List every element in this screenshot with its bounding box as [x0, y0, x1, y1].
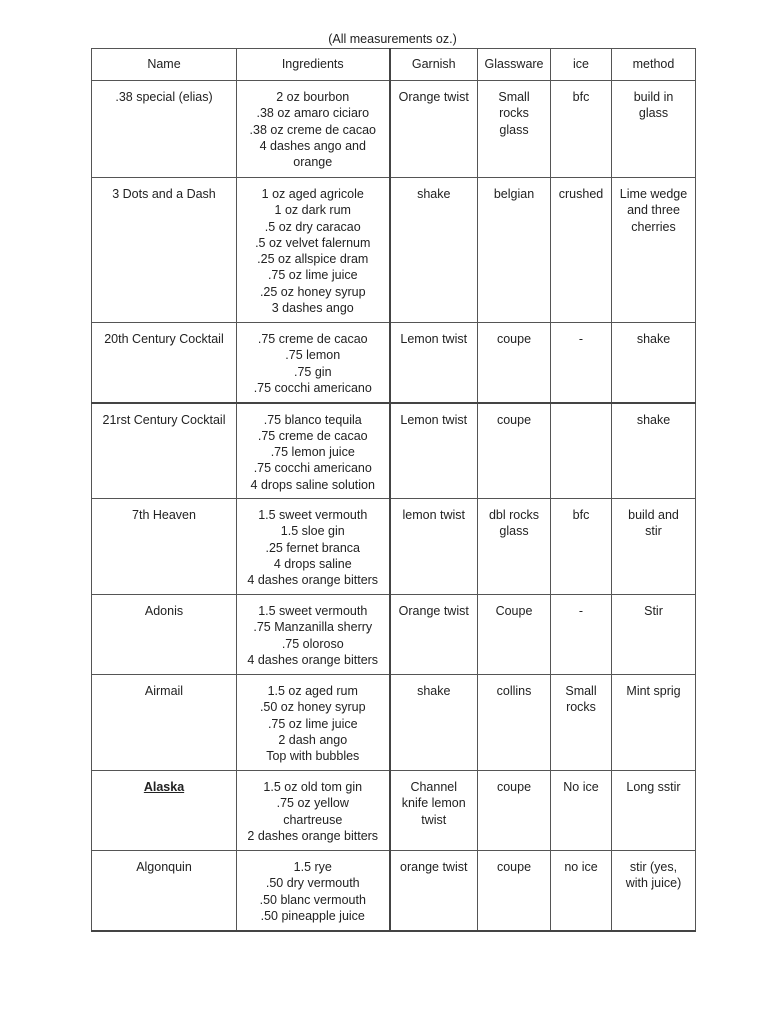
glassware-line: coupe — [496, 332, 532, 346]
ice-cell — [551, 675, 612, 771]
ingredients-cell — [237, 675, 390, 771]
cocktail-name: Adonis — [144, 604, 184, 618]
name-cell — [92, 675, 237, 771]
ice-cell — [551, 323, 612, 403]
name-cell — [92, 499, 237, 595]
method-line: cherries — [631, 219, 676, 234]
ingredient-line: .75 lemon — [285, 348, 341, 363]
glassware-cell — [478, 595, 551, 675]
method-line: Stir — [644, 604, 663, 618]
name-cell — [92, 323, 237, 403]
column-header-ingredients: Ingredients — [237, 49, 390, 81]
ingredient-line: .50 oz honey syrup — [259, 700, 366, 715]
table-row — [92, 499, 696, 595]
glassware-cell — [478, 771, 551, 851]
ice-cell — [551, 851, 612, 931]
ingredient-line: 1.5 oz aged rum — [267, 684, 358, 698]
method-cell — [612, 323, 696, 403]
method-cell — [612, 675, 696, 771]
name-cell — [92, 851, 237, 931]
method-line: shake — [636, 332, 671, 346]
method-line: Mint sprig — [626, 684, 681, 698]
garnish-cell — [390, 178, 478, 323]
garnish-line: lemon twist — [402, 508, 466, 522]
ingredient-line: 4 drops saline — [273, 556, 352, 571]
glassware-line: rocks — [499, 106, 529, 121]
ingredients-cell — [237, 403, 390, 499]
ingredient-line: .75 cocchi americano — [253, 461, 372, 476]
glassware-line: Small — [498, 90, 530, 104]
ingredient-line: 1.5 sweet vermouth — [258, 604, 368, 618]
ingredient-line: 2 oz bourbon — [276, 90, 350, 104]
glassware-line: coupe — [496, 860, 532, 874]
glassware-line: glass — [499, 122, 529, 137]
garnish-cell — [390, 851, 478, 931]
ingredient-line: 1.5 oz old tom gin — [263, 780, 363, 794]
ingredient-line: 1.5 sweet vermouth — [258, 508, 368, 522]
ingredient-line: 1.5 sloe gin — [280, 524, 345, 539]
garnish-line: twist — [421, 812, 447, 827]
ingredient-line: .38 oz creme de cacao — [249, 122, 376, 137]
ingredient-line: 4 dashes orange bitters — [247, 652, 379, 667]
cocktail-name: Alaska — [143, 780, 185, 794]
ice-cell — [551, 771, 612, 851]
ingredient-line: 1 oz dark rum — [274, 203, 351, 218]
garnish-cell — [390, 81, 478, 178]
ingredient-line: .75 oz yellow — [276, 796, 349, 811]
ice-cell — [551, 499, 612, 595]
method-cell — [612, 81, 696, 178]
ice-line: rocks — [566, 700, 596, 715]
column-header-ice: ice — [551, 49, 612, 81]
column-header-glassware: Glassware — [478, 49, 551, 81]
cocktail-name: 21rst Century Cocktail — [102, 412, 226, 427]
table-body — [92, 81, 696, 931]
name-cell — [92, 595, 237, 675]
ice-line: - — [578, 332, 584, 346]
garnish-cell — [390, 403, 478, 499]
name-cell — [92, 403, 237, 499]
ingredient-line: .75 creme de cacao — [257, 332, 368, 346]
glassware-cell — [478, 403, 551, 499]
garnish-line: Orange twist — [398, 90, 469, 104]
ingredient-line: chartreuse — [283, 812, 343, 827]
ingredient-line: 1.5 rye — [293, 860, 332, 874]
garnish-cell — [390, 675, 478, 771]
garnish-line: shake — [417, 684, 451, 698]
glassware-line: glass — [499, 524, 529, 539]
ingredient-line: 4 dashes ango and — [259, 138, 366, 153]
ingredient-line: .25 fernet branca — [265, 540, 360, 555]
garnish-cell — [390, 323, 478, 403]
table-row — [92, 771, 696, 851]
ingredient-line: .38 oz amaro ciciaro — [256, 106, 370, 121]
garnish-line: Channel — [410, 780, 458, 794]
column-header-name: Name — [92, 49, 237, 81]
method-line: shake — [636, 412, 671, 427]
glassware-cell — [478, 81, 551, 178]
table-row — [92, 323, 696, 403]
method-line: Long sstir — [626, 780, 681, 794]
ingredient-line: .5 oz dry caracao — [264, 219, 361, 234]
ingredients-cell — [237, 178, 390, 323]
ingredient-line: .75 Manzanilla sherry — [253, 620, 373, 635]
ice-line: - — [578, 604, 584, 618]
ingredient-line: .25 oz allspice dram — [257, 252, 369, 267]
ice-cell — [551, 81, 612, 178]
method-line: glass — [638, 106, 669, 121]
ingredient-line: .75 lemon juice — [270, 445, 355, 460]
method-line: build in — [633, 90, 674, 104]
name-cell — [92, 771, 237, 851]
ingredient-line: 4 dashes orange bitters — [247, 573, 379, 588]
cocktail-name: Algonquin — [136, 860, 192, 874]
table-row — [92, 81, 696, 178]
ingredient-line: .50 blanc vermouth — [259, 892, 366, 907]
method-line: stir — [645, 524, 662, 539]
ingredient-line: .75 oz lime juice — [267, 268, 358, 283]
ingredients-cell — [237, 323, 390, 403]
glassware-cell — [478, 178, 551, 323]
table-header-row — [92, 49, 696, 81]
ingredient-line: .25 oz honey syrup — [259, 284, 366, 299]
glassware-line: Coupe — [495, 604, 533, 618]
garnish-line: shake — [417, 187, 451, 201]
ingredients-cell — [237, 771, 390, 851]
ingredient-line: .75 oz lime juice — [267, 716, 358, 731]
ice-line: bfc — [572, 508, 590, 522]
ingredients-cell — [237, 499, 390, 595]
glassware-line: collins — [496, 684, 532, 698]
ice-line: bfc — [572, 90, 590, 104]
ice-cell — [551, 403, 612, 499]
ingredients-cell — [237, 81, 390, 178]
glassware-line: dbl rocks — [488, 508, 540, 522]
glassware-cell — [478, 851, 551, 931]
table-row — [92, 178, 696, 323]
garnish-cell — [390, 771, 478, 851]
method-cell — [612, 499, 696, 595]
method-line: with juice) — [625, 876, 682, 891]
ice-line: No ice — [563, 780, 599, 794]
method-line: and three — [627, 203, 680, 218]
garnish-line: orange twist — [400, 860, 468, 874]
table-row — [92, 851, 696, 931]
cocktail-name: 7th Heaven — [132, 508, 196, 522]
measurements-caption: (All measurements oz.) — [328, 32, 457, 46]
table-row — [92, 403, 696, 499]
garnish-line: Lemon twist — [400, 412, 468, 427]
ice-cell — [551, 595, 612, 675]
ice-line: crushed — [558, 187, 604, 201]
ingredient-line: .75 cocchi americano — [253, 380, 372, 395]
ingredient-line: 2 dashes orange bitters — [247, 828, 379, 843]
glassware-cell — [478, 675, 551, 771]
garnish-line: Orange twist — [398, 604, 469, 618]
cocktail-name: 20th Century Cocktail — [104, 332, 224, 346]
ingredient-line: .5 oz velvet falernum — [255, 235, 371, 250]
cocktail-name: 3 Dots and a Dash — [112, 187, 216, 201]
garnish-line: Lemon twist — [400, 332, 468, 346]
method-line: Lime wedge — [619, 187, 688, 201]
glassware-line: belgian — [493, 187, 535, 201]
ingredient-line: .75 gin — [293, 364, 332, 379]
method-cell — [612, 851, 696, 931]
ice-cell — [551, 178, 612, 323]
column-header-method: method — [612, 49, 696, 81]
glassware-line: coupe — [496, 412, 532, 427]
garnish-cell — [390, 499, 478, 595]
ingredient-line: .75 oloroso — [281, 636, 344, 651]
method-cell — [612, 771, 696, 851]
ingredient-line: .50 pineapple juice — [260, 908, 365, 923]
glassware-cell — [478, 499, 551, 595]
method-line: build and — [628, 508, 679, 522]
ice-line: Small — [565, 684, 597, 698]
glassware-cell — [478, 323, 551, 403]
column-header-garnish: Garnish — [390, 49, 478, 81]
ingredients-cell — [237, 595, 390, 675]
ingredient-line: orange — [293, 155, 333, 170]
ingredient-line: .75 blanco tequila — [263, 412, 362, 427]
table-row — [92, 595, 696, 675]
method-cell — [612, 403, 696, 499]
method-cell — [612, 595, 696, 675]
method-line: stir (yes, — [629, 860, 678, 874]
ingredient-line: .50 dry vermouth — [265, 876, 360, 891]
ingredient-line: .75 creme de cacao — [257, 428, 368, 443]
cocktail-name: .38 special (elias) — [115, 90, 213, 104]
method-cell — [612, 178, 696, 323]
cocktail-name: Airmail — [144, 684, 184, 698]
table-row — [92, 675, 696, 771]
cocktail-recipe-table — [91, 48, 696, 932]
glassware-line: coupe — [496, 780, 532, 794]
garnish-line: knife lemon — [401, 796, 466, 811]
ingredient-line: 3 dashes ango — [271, 301, 354, 316]
garnish-cell — [390, 595, 478, 675]
name-cell — [92, 81, 237, 178]
ingredient-line: 4 drops saline solution — [250, 477, 375, 492]
ingredients-cell — [237, 851, 390, 931]
ingredient-line: Top with bubbles — [266, 749, 360, 764]
name-cell — [92, 178, 237, 323]
ingredient-line: 1 oz aged agricole — [261, 187, 364, 201]
ingredient-line: 2 dash ango — [278, 732, 348, 747]
ice-line: no ice — [564, 860, 598, 874]
